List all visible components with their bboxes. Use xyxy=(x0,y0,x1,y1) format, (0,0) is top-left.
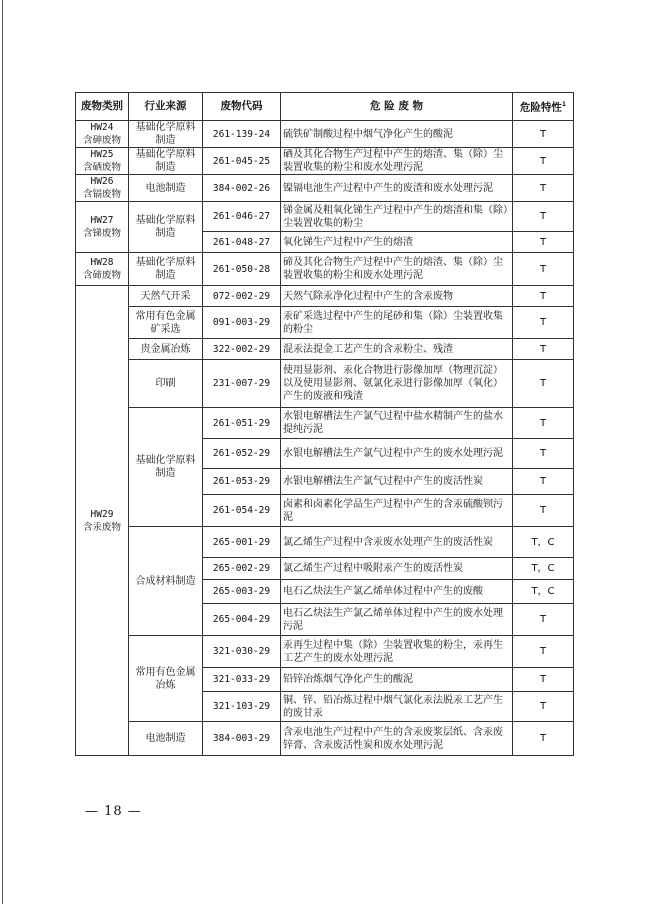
waste-description-cell: 电石乙炔法生产氯乙烯单体过程中产生的废酸 xyxy=(281,580,513,604)
waste-description-cell: 硒及其化合物生产过程中产生的熔渣、集（除）尘装置收集的粉尘和废水处理污泥 xyxy=(281,148,513,175)
category-name: 含硒废物 xyxy=(82,162,121,173)
hazard-property-cell: T xyxy=(513,360,574,408)
waste-code-cell: 384-003-29 xyxy=(203,722,281,756)
industry-source-cell: 贵金属冶炼 xyxy=(129,339,203,360)
header-category: 废物类别 xyxy=(76,93,129,121)
waste-category-cell xyxy=(76,148,129,175)
hazard-property-cell: T xyxy=(513,121,574,148)
industry-source-cell: 电池制造 xyxy=(129,722,203,756)
waste-category-cell xyxy=(76,121,129,148)
waste-description-cell: 含汞电池生产过程中产生的含汞废浆层纸、含汞废锌膏、含汞废活性炭和废水处理污泥 xyxy=(281,722,513,756)
category-code: HW28 xyxy=(90,257,114,268)
table-row xyxy=(76,636,574,668)
header-description: 危 险 废 物 xyxy=(281,93,513,121)
table-row xyxy=(76,253,574,286)
waste-code-cell: 091-003-29 xyxy=(203,307,281,339)
hazard-property-cell: T，C xyxy=(513,527,574,558)
waste-description-cell: 水银电解槽法生产氯气过程中产生的废水处理污泥 xyxy=(281,439,513,469)
waste-description-cell: 水银电解槽法生产氯气过程中盐水精制产生的盐水提纯污泥 xyxy=(281,408,513,439)
waste-description-cell: 硫铁矿制酸过程中烟气净化产生的酸泥 xyxy=(281,121,513,148)
table-header-row xyxy=(76,93,574,121)
waste-description-cell: 使用显影剂、汞化合物进行影像加厚（物理沉淀）以及使用显影剂、氨氯化汞进行影像加厚（氧化）产生的废液和残渣 xyxy=(281,360,513,408)
waste-description-cell: 铅锌冶炼烟气净化产生的酸泥 xyxy=(281,668,513,692)
category-code: HW27 xyxy=(90,215,114,226)
table-row xyxy=(76,307,574,339)
waste-category-cell xyxy=(76,175,129,202)
header-industry: 行业来源 xyxy=(129,93,203,121)
waste-category-cell xyxy=(76,253,129,286)
header-hazard: 危险特性$^1$ xyxy=(513,93,574,121)
waste-description-cell: 水银电解槽法生产氯气过程中产生的废活性炭 xyxy=(281,469,513,495)
category-name: 含镉废物 xyxy=(82,189,121,200)
industry-source-cell: 基础化学原料制造 xyxy=(129,408,203,527)
category-name: 含砷废物 xyxy=(82,135,121,146)
hazard-property-cell: T xyxy=(513,408,574,439)
hazard-property-cell: T xyxy=(513,286,574,307)
hazard-property-cell: T xyxy=(513,469,574,495)
hazard-property-cell: T xyxy=(513,636,574,668)
industry-source-cell: 基础化学原料制造 xyxy=(129,121,203,148)
waste-code-cell: 261-046-27 xyxy=(203,202,281,232)
table-row xyxy=(76,722,574,756)
hazard-property-cell: T xyxy=(513,439,574,469)
waste-description-cell: 氯乙烯生产过程中吸附汞产生的废活性炭 xyxy=(281,558,513,580)
industry-source-cell: 基础化学原料制造 xyxy=(129,148,203,175)
category-name: 含锑废物 xyxy=(82,228,121,239)
waste-description-cell: 混汞法提金工艺产生的含汞粉尘、残渣 xyxy=(281,339,513,360)
page-edge-rule xyxy=(2,0,3,904)
waste-code-cell: 265-002-29 xyxy=(203,558,281,580)
category-name: 含碲废物 xyxy=(82,270,121,281)
waste-description-cell: 汞再生过程中集（除）尘装置收集的粉尘，汞再生工艺产生的废水处理污泥 xyxy=(281,636,513,668)
waste-code-cell: 261-052-29 xyxy=(203,439,281,469)
hazard-property-cell: T xyxy=(513,692,574,722)
waste-description-cell: 碲及其化合物生产过程中产生的熔渣、集（除）尘装置收集的粉尘和废水处理污泥 xyxy=(281,253,513,286)
table-row xyxy=(76,360,574,408)
hazard-property-cell: T xyxy=(513,202,574,232)
waste-code-cell: 322-002-29 xyxy=(203,339,281,360)
waste-code-cell: 321-103-29 xyxy=(203,692,281,722)
waste-code-cell: 321-030-29 xyxy=(203,636,281,668)
waste-code-cell: 265-001-29 xyxy=(203,527,281,558)
table-row xyxy=(76,202,574,232)
waste-description-cell: 电石乙炔法生产氯乙烯单体过程中产生的废水处理污泥 xyxy=(281,604,513,636)
category-code: HW24 xyxy=(90,122,114,133)
waste-code-cell: 072-002-29 xyxy=(203,286,281,307)
table-row xyxy=(76,527,574,558)
industry-source-cell: 电池制造 xyxy=(129,175,203,202)
waste-description-cell: 锑金属及粗氧化锑生产过程中产生的熔渣和集（除）尘装置收集的粉尘 xyxy=(281,202,513,232)
waste-code-cell: 321-033-29 xyxy=(203,668,281,692)
waste-description-cell: 氧化锑生产过程中产生的熔渣 xyxy=(281,232,513,253)
hazard-property-cell: T xyxy=(513,232,574,253)
waste-code-cell: 261-045-25 xyxy=(203,148,281,175)
hazard-property-cell: T xyxy=(513,604,574,636)
waste-description-cell: 铜、锌、铅冶炼过程中烟气氯化汞法脱汞工艺产生的废甘汞 xyxy=(281,692,513,722)
industry-source-cell: 基础化学原料制造 xyxy=(129,253,203,286)
waste-description-cell: 镍镉电池生产过程中产生的废渣和废水处理污泥 xyxy=(281,175,513,202)
table-row xyxy=(76,121,574,148)
industry-source-cell: 合成材料制造 xyxy=(129,527,203,636)
waste-description-cell: 卤素和卤素化学品生产过程中产生的含汞硫酸钡污泥 xyxy=(281,495,513,527)
waste-code-cell: 261-053-29 xyxy=(203,469,281,495)
hazard-property-cell: T xyxy=(513,253,574,286)
waste-code-cell: 265-004-29 xyxy=(203,604,281,636)
table-row xyxy=(76,175,574,202)
page-number: — 18 — xyxy=(85,804,142,819)
table-row xyxy=(76,286,574,307)
industry-source-cell: 天然气开采 xyxy=(129,286,203,307)
waste-code-cell: 261-050-28 xyxy=(203,253,281,286)
waste-code-cell: 261-051-29 xyxy=(203,408,281,439)
category-name: 含汞废物 xyxy=(82,521,121,533)
hazard-property-cell: T，C xyxy=(513,558,574,580)
waste-category-cell xyxy=(76,202,129,253)
waste-code-cell: 265-003-29 xyxy=(203,580,281,604)
hazard-property-cell: T xyxy=(513,668,574,692)
waste-code-cell: 384-002-26 xyxy=(203,175,281,202)
waste-code-cell: 261-048-27 xyxy=(203,232,281,253)
industry-source-cell: 常用有色金属矿采选 xyxy=(129,307,203,339)
hazard-property-cell: T xyxy=(513,722,574,756)
hazardous-waste-table xyxy=(75,92,574,756)
waste-description-cell: 天然气除汞净化过程中产生的含汞废物 xyxy=(281,286,513,307)
hazard-property-cell: T xyxy=(513,495,574,527)
waste-description-cell: 氯乙烯生产过程中含汞废水处理产生的废活性炭 xyxy=(281,527,513,558)
category-code: HW25 xyxy=(90,149,114,160)
category-code: HW29 xyxy=(90,508,114,520)
hazard-property-cell: T xyxy=(513,148,574,175)
table-row xyxy=(76,339,574,360)
category-code: HW26 xyxy=(90,176,114,187)
table-row xyxy=(76,148,574,175)
waste-code-cell: 231-007-29 xyxy=(203,360,281,408)
table-row xyxy=(76,408,574,439)
waste-category-cell xyxy=(76,286,129,756)
hazard-property-cell: T，C xyxy=(513,580,574,604)
industry-source-cell: 印刷 xyxy=(129,360,203,408)
waste-description-cell: 汞矿采选过程中产生的尾砂和集（除）尘装置收集的粉尘 xyxy=(281,307,513,339)
waste-code-cell: 261-139-24 xyxy=(203,121,281,148)
header-code: 废物代码 xyxy=(203,93,281,121)
hazard-property-cell: T xyxy=(513,175,574,202)
industry-source-cell: 常用有色金属冶炼 xyxy=(129,636,203,722)
hazard-property-cell: T xyxy=(513,339,574,360)
waste-code-cell: 261-054-29 xyxy=(203,495,281,527)
industry-source-cell: 基础化学原料制造 xyxy=(129,202,203,253)
hazard-property-cell: T xyxy=(513,307,574,339)
